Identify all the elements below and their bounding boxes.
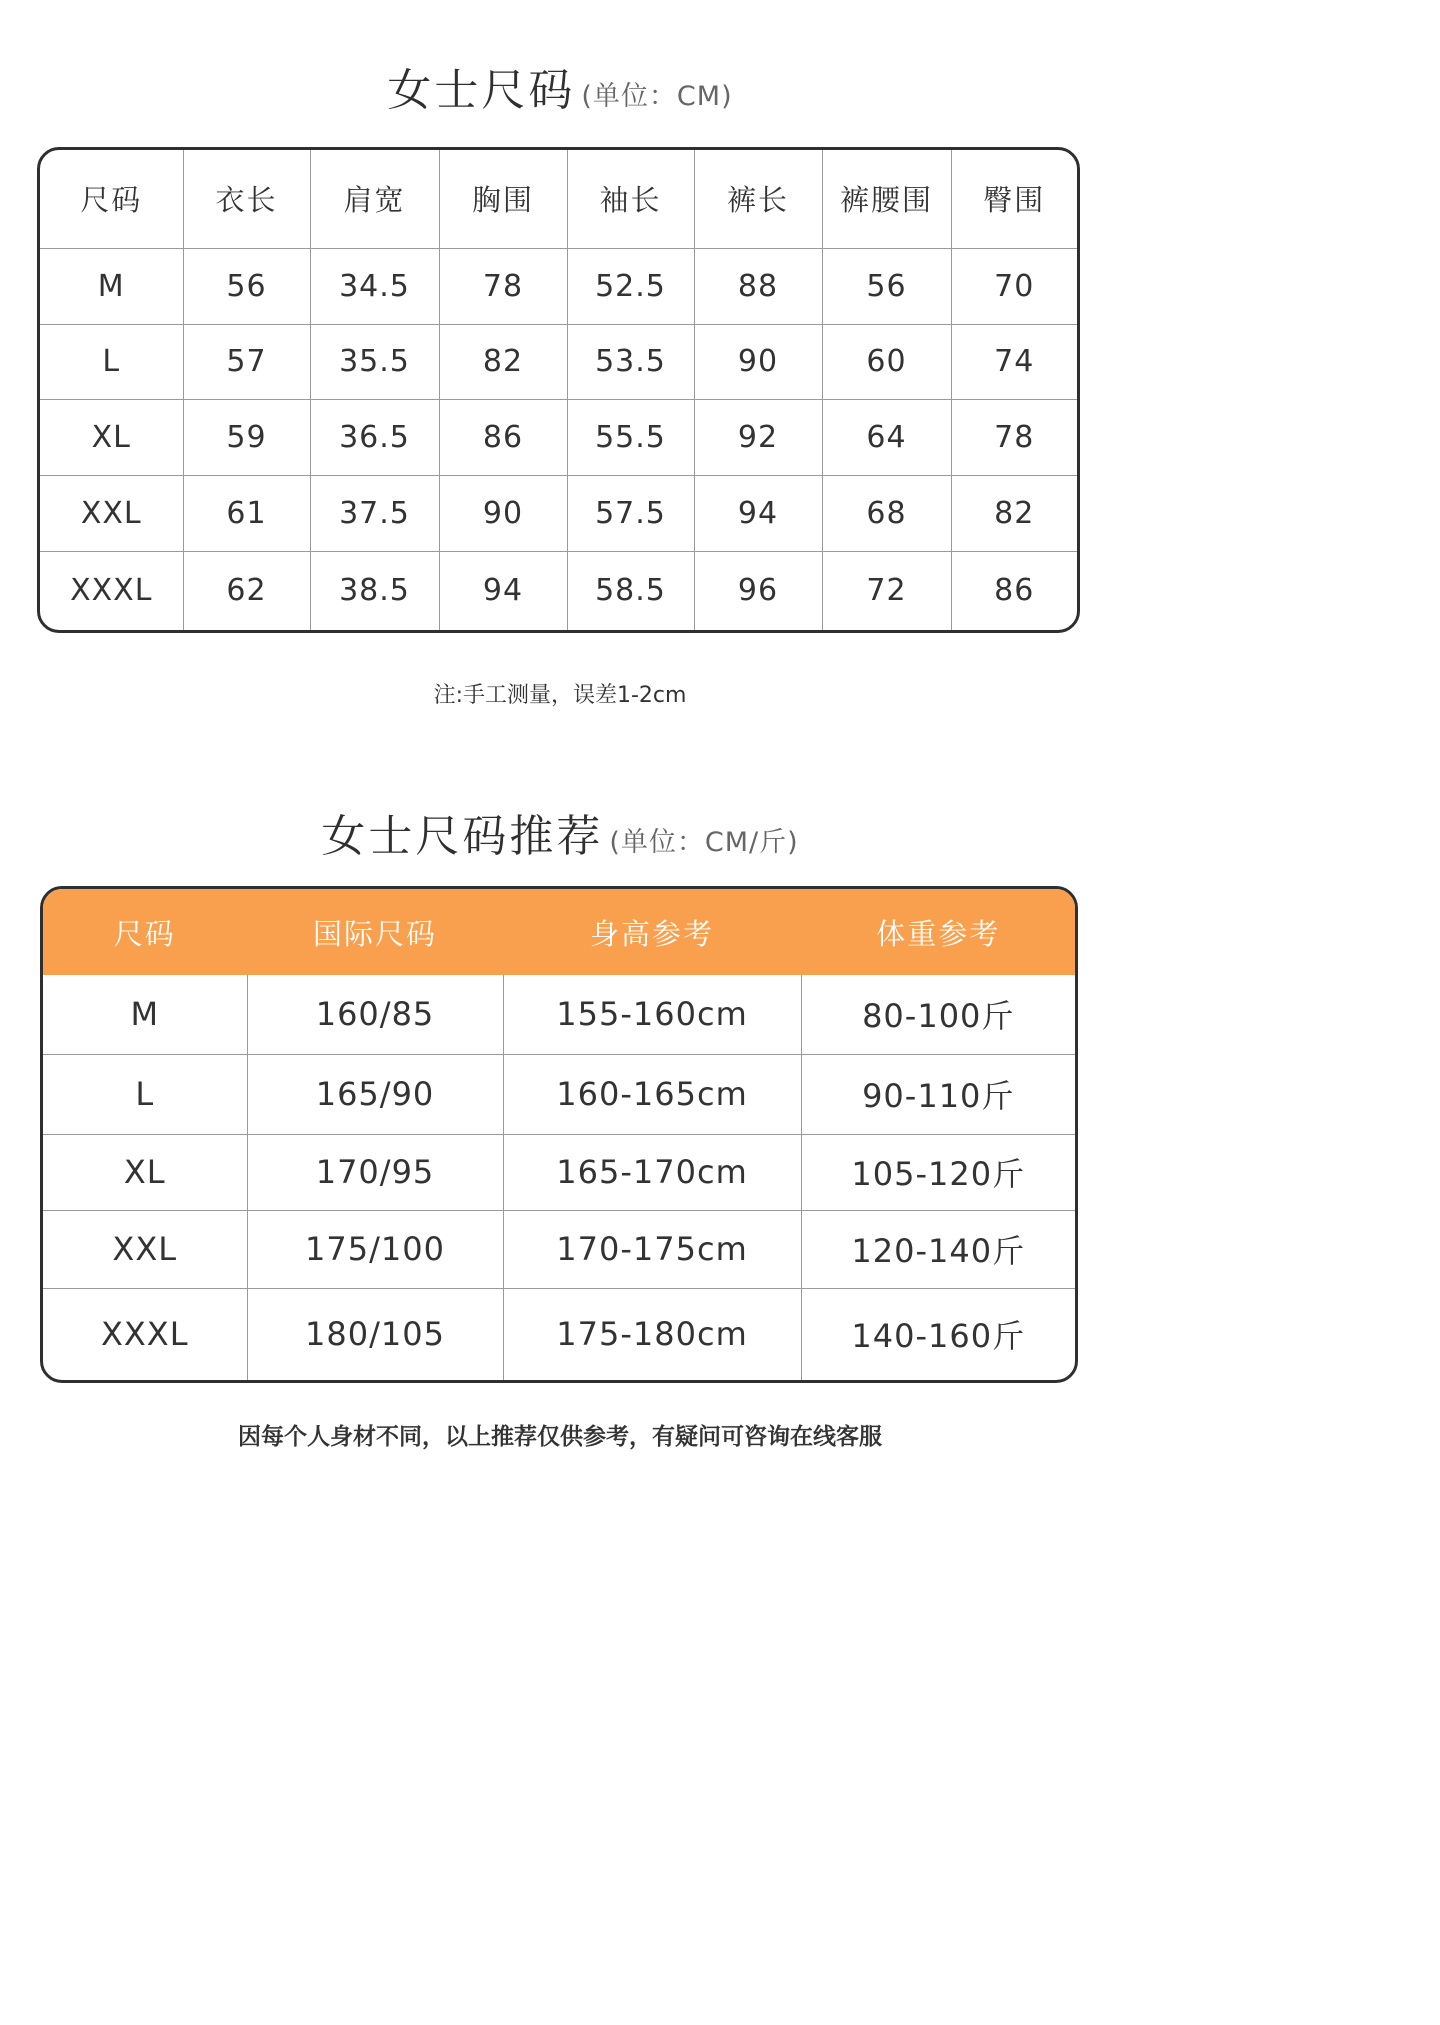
- table-cell: 140-160斤: [801, 1288, 1075, 1380]
- table-cell: L: [43, 1054, 247, 1134]
- table-row: [40, 399, 1077, 475]
- table-cell: 155-160cm: [503, 975, 801, 1054]
- table-cell: 37.5: [310, 475, 439, 551]
- header-cell: 臀围: [951, 150, 1077, 248]
- header-cell: 国际尺码: [247, 889, 503, 975]
- table-cell: 62: [183, 551, 310, 630]
- table-cell: 180/105: [247, 1288, 503, 1380]
- table-row: [40, 551, 1077, 630]
- recommend-chart-table-frame: [40, 886, 1078, 1383]
- table-cell: 57: [183, 324, 310, 399]
- table-cell: 36.5: [310, 399, 439, 475]
- table-cell: L: [40, 324, 183, 399]
- header-cell: 尺码: [40, 150, 183, 248]
- table-cell: 58.5: [567, 551, 694, 630]
- table-cell: 90: [439, 475, 567, 551]
- table-cell: 59: [183, 399, 310, 475]
- table-cell: 96: [694, 551, 822, 630]
- header-cell: 身高参考: [503, 889, 801, 975]
- table-row: [43, 1288, 1075, 1380]
- header-cell: 袖长: [567, 150, 694, 248]
- header-cell: 胸围: [439, 150, 567, 248]
- table-cell: 78: [951, 399, 1077, 475]
- recommend-chart-header-row: [43, 889, 1075, 975]
- recommendation-disclaimer: 因每个人身材不同，以上推荐仅供参考，有疑问可咨询在线客服: [238, 1424, 882, 1450]
- table-row: [40, 248, 1077, 324]
- size-chart-title: [0, 54, 1120, 118]
- table-cell: 61: [183, 475, 310, 551]
- recommend-chart-title-text: 女士尺码推荐: [321, 811, 604, 862]
- table-cell: XXXL: [43, 1288, 247, 1380]
- table-cell: 60: [822, 324, 951, 399]
- table-cell: 52.5: [567, 248, 694, 324]
- table-row: [43, 1054, 1075, 1134]
- table-cell: 35.5: [310, 324, 439, 399]
- header-cell: 衣长: [183, 150, 310, 248]
- table-cell: XXL: [40, 475, 183, 551]
- recommend-chart-unit: (单位：CM/斤): [609, 827, 799, 858]
- header-cell: 肩宽: [310, 150, 439, 248]
- header-cell: 尺码: [43, 889, 247, 975]
- table-cell: 70: [951, 248, 1077, 324]
- size-chart-table: [40, 150, 1077, 630]
- table-cell: XXL: [43, 1210, 247, 1288]
- table-cell: 175-180cm: [503, 1288, 801, 1380]
- table-cell: 38.5: [310, 551, 439, 630]
- table-cell: 56: [183, 248, 310, 324]
- table-cell: 160/85: [247, 975, 503, 1054]
- size-chart-header-row: [40, 150, 1077, 248]
- table-cell: 94: [694, 475, 822, 551]
- table-cell: 105-120斤: [801, 1134, 1075, 1210]
- table-cell: XL: [43, 1134, 247, 1210]
- table-cell: 74: [951, 324, 1077, 399]
- table-cell: XL: [40, 399, 183, 475]
- table-cell: 170/95: [247, 1134, 503, 1210]
- table-cell: 90: [694, 324, 822, 399]
- table-cell: M: [43, 975, 247, 1054]
- table-cell: 80-100斤: [801, 975, 1075, 1054]
- table-cell: 94: [439, 551, 567, 630]
- table-cell: 86: [951, 551, 1077, 630]
- table-cell: 160-165cm: [503, 1054, 801, 1134]
- table-cell: 53.5: [567, 324, 694, 399]
- table-cell: 57.5: [567, 475, 694, 551]
- table-cell: 72: [822, 551, 951, 630]
- header-cell: 体重参考: [801, 889, 1075, 975]
- table-cell: 78: [439, 248, 567, 324]
- table-cell: M: [40, 248, 183, 324]
- table-cell: 82: [951, 475, 1077, 551]
- header-cell: 裤长: [694, 150, 822, 248]
- table-cell: 165/90: [247, 1054, 503, 1134]
- table-cell: 88: [694, 248, 822, 324]
- table-cell: 165-170cm: [503, 1134, 801, 1210]
- header-cell: 裤腰围: [822, 150, 951, 248]
- table-cell: 64: [822, 399, 951, 475]
- table-cell: XXXL: [40, 551, 183, 630]
- table-cell: 90-110斤: [801, 1054, 1075, 1134]
- table-row: [40, 324, 1077, 399]
- recommend-chart-title: [0, 800, 1120, 864]
- table-row: [43, 1134, 1075, 1210]
- size-chart-table-frame: [37, 147, 1080, 633]
- size-chart-unit: (单位：CM): [581, 81, 733, 112]
- table-cell: 175/100: [247, 1210, 503, 1288]
- table-cell: 55.5: [567, 399, 694, 475]
- table-cell: 92: [694, 399, 822, 475]
- table-cell: 56: [822, 248, 951, 324]
- recommend-chart-table: [43, 889, 1075, 1380]
- table-cell: 120-140斤: [801, 1210, 1075, 1288]
- table-cell: 68: [822, 475, 951, 551]
- table-cell: 82: [439, 324, 567, 399]
- table-cell: 34.5: [310, 248, 439, 324]
- table-cell: 86: [439, 399, 567, 475]
- table-row: [43, 975, 1075, 1054]
- size-chart-title-text: 女士尺码: [387, 65, 576, 116]
- table-cell: 170-175cm: [503, 1210, 801, 1288]
- table-row: [43, 1210, 1075, 1288]
- measurement-note: 注:手工测量，误差1-2cm: [433, 683, 687, 708]
- table-row: [40, 475, 1077, 551]
